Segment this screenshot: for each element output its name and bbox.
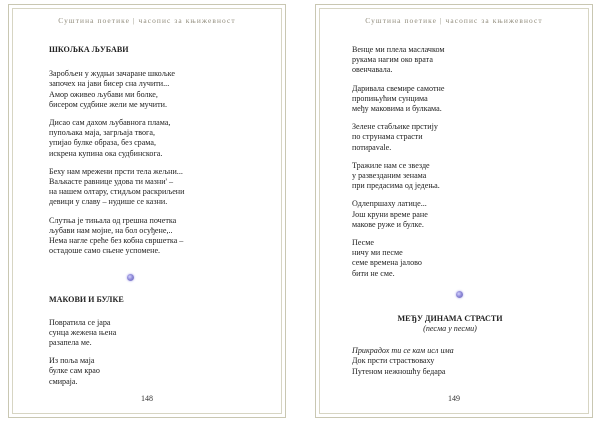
stanza	[49, 356, 267, 387]
poem-title: ШКОЉКА ЉУБАВИ	[49, 45, 129, 54]
poem-subtitle: (песма у песми)	[423, 324, 477, 334]
stanza	[352, 346, 574, 377]
verse-line: упијао булке образа, без срама,	[49, 138, 156, 148]
stanza	[352, 122, 574, 153]
verse-line: булке сам крао	[49, 366, 100, 376]
verse-line: Слутња је тињала од грешна почетка	[49, 215, 177, 225]
verse-line: искрена купина ока судбинскога.	[49, 148, 163, 158]
verse-line: макове руже и булке.	[352, 219, 424, 229]
ornament-icon	[456, 291, 463, 298]
left-page-content	[49, 45, 267, 395]
verse-line: Одлепршаху латице...	[352, 199, 427, 209]
verse-line: Зелене стабљике прстију	[352, 122, 438, 132]
verse-line: Прикрадох ти се кам исл има	[352, 346, 454, 356]
verse-line: Из поља маја	[49, 356, 95, 366]
stanza	[352, 161, 574, 192]
stanza	[49, 318, 267, 349]
verse-line: пропињућим сунцима	[352, 93, 428, 103]
verse-line: девици у славу – нудише се казни.	[49, 197, 168, 207]
verse-line: при предасима од једења.	[352, 181, 440, 191]
verse-line: Беху нам мрежени прсти тела жељни...	[49, 166, 183, 176]
verse-line: потирavale.	[352, 142, 392, 152]
stanza	[49, 216, 267, 257]
ornament-icon	[127, 274, 134, 281]
stanza	[49, 167, 267, 208]
verse-line: семе времена јалово	[352, 258, 422, 268]
verse-line: љубави нам мојне, на бол осуђене,..	[49, 225, 173, 235]
verse-line: Дисао сам дахом љубавнога плама,	[49, 118, 171, 128]
stanza	[49, 69, 267, 110]
right-page	[315, 4, 593, 418]
right-page-content	[352, 45, 574, 385]
verse-line: остадоше само сњене успомене.	[49, 246, 161, 256]
poem-title: МЕЂУ ДИНАМА СТРАСТИ	[397, 313, 503, 323]
verse-line: Нема нагле среће без кобна свршетка –	[49, 236, 184, 246]
verse-line: Путеном нежношћу бедара	[352, 366, 446, 376]
verse-line: сунца жежена њена	[49, 327, 117, 337]
stanza	[352, 45, 574, 76]
page-number: 149	[448, 394, 460, 403]
verse-line: Венце ми плела маслачком	[352, 45, 445, 54]
running-header: Суштина поетике | часопис за књижевност	[58, 16, 236, 25]
verse-line: бисером судбине жели ме мучити.	[49, 99, 168, 109]
verse-line: Ваљкасте равнице удова ти мазни' –	[49, 177, 174, 187]
poem-title: МАКОВИ И БУЛКЕ	[49, 295, 124, 305]
stanza	[352, 84, 574, 115]
verse-line: овенчавала.	[352, 65, 393, 75]
page-number: 148	[141, 394, 153, 403]
verse-line: Тражиле нам се звезде	[352, 160, 430, 170]
running-header: Суштина поетике | часопис за књижевност	[365, 16, 543, 25]
verse-line: Повратила се јара	[49, 317, 111, 327]
verse-line: Још круни време ране	[352, 209, 428, 219]
verse-line: започех на јави бисер сна лучити...	[49, 79, 170, 89]
verse-line: Док прсти страствоваху	[352, 356, 435, 366]
verse-line: Даривала свемире самотне	[352, 83, 445, 93]
verse-line: рукама нагим око врата	[352, 55, 433, 65]
stanza	[352, 199, 574, 230]
verse-line: Заробљен у жудњи зачаране шкољке	[49, 69, 175, 79]
verse-line: међу маковима и булкама.	[352, 104, 442, 114]
verse-line: смираја.	[49, 376, 78, 386]
verse-line: Амор оживео љубави ми болке,	[49, 89, 158, 99]
verse-line: пупољака маја, загрљаја твога,	[49, 128, 155, 138]
stanza	[49, 118, 267, 159]
verse-line: Песме	[352, 238, 374, 248]
verse-line: по струнама страсти	[352, 132, 423, 142]
verse-line: бити не сме.	[352, 268, 395, 278]
stanza	[352, 238, 574, 279]
verse-line: на нашем олтару, стидљом раскриљени	[49, 187, 185, 197]
left-page	[8, 4, 286, 418]
verse-line: разапела ме.	[49, 338, 92, 348]
verse-line: у развезданим зенама	[352, 171, 427, 181]
verse-line: ничу ми песме	[352, 248, 403, 258]
